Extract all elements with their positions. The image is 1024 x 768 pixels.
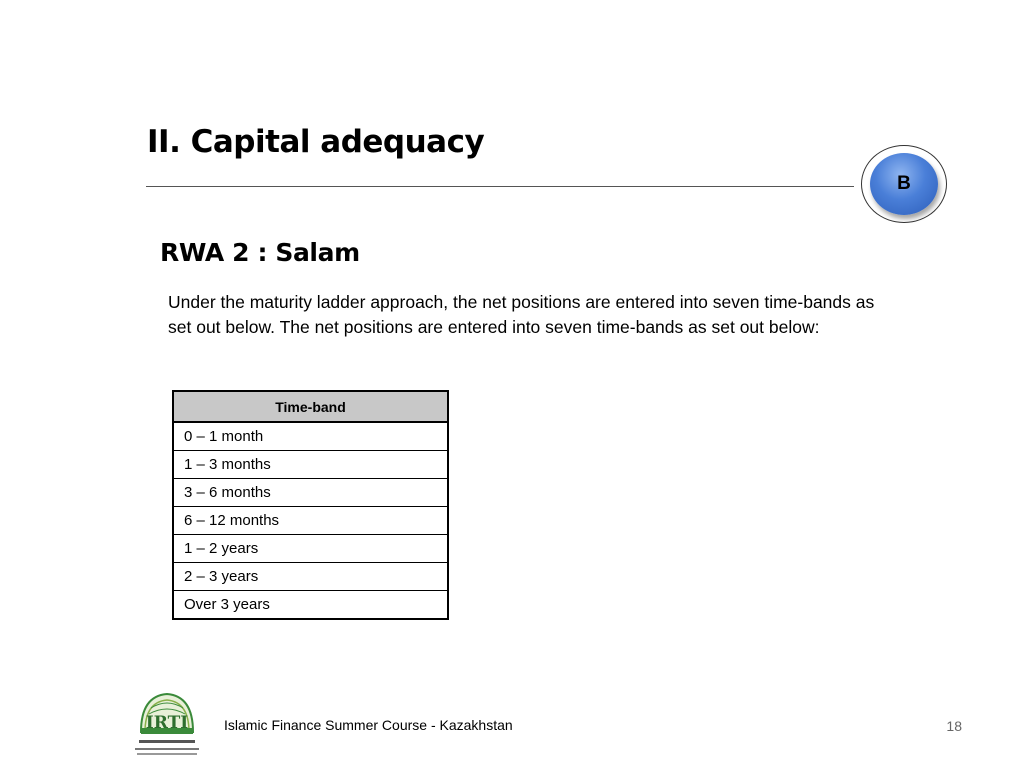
table-cell: 1 – 3 months — [173, 451, 448, 479]
title-divider — [146, 186, 854, 187]
slide-title: II. Capital adequacy — [147, 124, 485, 160]
section-badge — [870, 153, 938, 215]
table-cell: 3 – 6 months — [173, 479, 448, 507]
table-cell: 6 – 12 months — [173, 507, 448, 535]
footer-course-name: Islamic Finance Summer Course - Kazakhstan — [224, 717, 513, 733]
page-number: 18 — [946, 718, 962, 734]
table-row — [173, 507, 448, 535]
slide-subtitle: RWA 2 : Salam — [160, 238, 360, 267]
irti-logo — [127, 688, 207, 760]
time-band-table — [172, 390, 449, 620]
table-cell: Over 3 years — [173, 591, 448, 620]
table-row — [173, 479, 448, 507]
table-row — [173, 591, 448, 620]
table-cell: 2 – 3 years — [173, 563, 448, 591]
table-row — [173, 535, 448, 563]
table-header-cell: Time-band — [173, 391, 448, 422]
table-header-row — [173, 391, 448, 422]
body-paragraph: Under the maturity ladder approach, the net positions are entered into seven time-bands as set out below. The net positions are entered into seven time-bands as set out below: — [168, 292, 875, 337]
logo-text: IRTI — [145, 713, 189, 733]
table-cell: 0 – 1 month — [173, 422, 448, 451]
table-row — [173, 422, 448, 451]
section-badge-label: B — [897, 173, 911, 194]
table-row — [173, 563, 448, 591]
table-row — [173, 451, 448, 479]
table-cell: 1 – 2 years — [173, 535, 448, 563]
